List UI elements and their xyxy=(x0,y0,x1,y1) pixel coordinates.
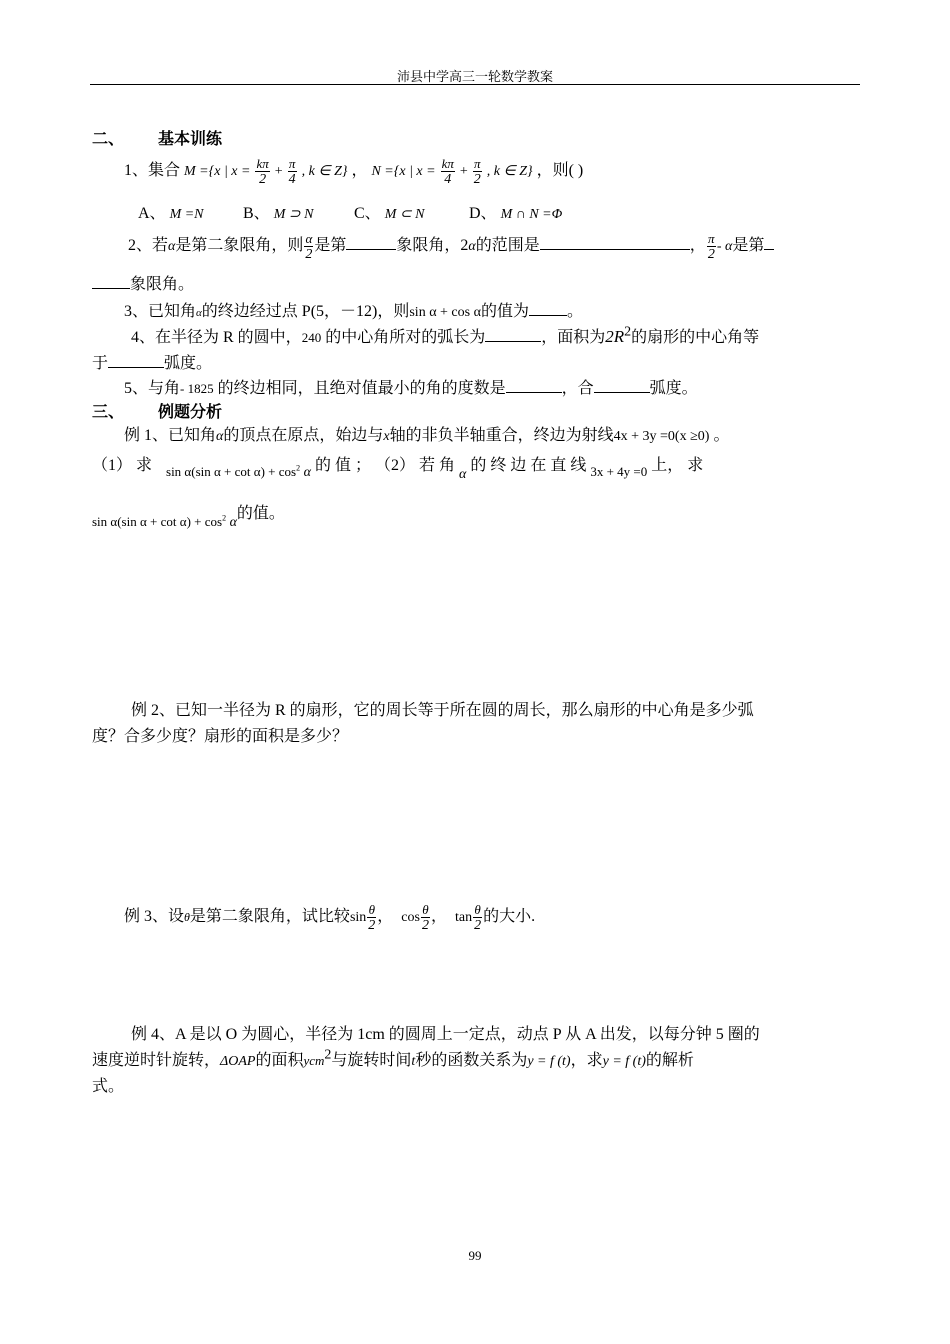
section2-number: 二、 xyxy=(92,129,125,148)
example-3: 例 3、设θ是第二象限角，试比较sin $\frac{\theta}{2}$ ， cos $\frac{\theta}{2}$ ， tan $\frac{\theta}{2}$ 的大小. xyxy=(124,901,536,933)
example-1-line3: $_{sin \alpha(sin \alpha + cot \alpha) + cos^2 \alpha}$的值。 xyxy=(92,505,285,530)
q1-m-tail: , k ∈ Z} xyxy=(301,164,348,179)
ex3-frac-cos: $\frac{\theta}{2}$ xyxy=(421,901,429,933)
section3-title: 例题分析 xyxy=(158,402,223,421)
q1-m-frac1: $\frac{k\pi}{2}$ xyxy=(256,155,269,187)
q1-m-frac2: $\frac{\pi}{4}$ xyxy=(288,155,296,187)
q5-blank-2 xyxy=(594,378,650,393)
example-2-line2: 度？合多少度？扇形的面积是多少？ xyxy=(92,728,349,745)
ex3-frac-sin: $\frac{\theta}{2}$ xyxy=(368,901,376,933)
q1-option-d: D、 M ∩ N =Φ xyxy=(469,205,563,222)
q2-frac-pi-2: $\frac{\pi}{2}$ xyxy=(707,230,715,262)
q4-blank-2 xyxy=(108,353,164,368)
question-2: 2、若α是第二象限角，则 $\frac{\alpha}{2}$ 是第 象限角，2α的范围是 ， $\frac{\pi}{2}$ - α是第 xyxy=(128,228,774,265)
q1-option-b: B、 M ⊃ N xyxy=(243,205,314,222)
question-3: 3、已知角α的终边经过点 P(5，－12)，则sin α + cos α的值为 。 xyxy=(124,303,583,320)
q1-n-def: N ={x | x = xyxy=(371,164,436,179)
section3-number: 三、 xyxy=(92,402,125,421)
question-4-cont: 于 弧度。 xyxy=(92,355,213,372)
example-4-line2: 速度逆时针旋转，ΔOAP的面积ycm$^2$与旋转时间t秒的函数关系为y = f (t)，求y = f (t)的解析 xyxy=(92,1047,694,1069)
q1-option-a: A、 M =N xyxy=(138,205,204,222)
q2-blank-3 xyxy=(92,274,130,289)
q1-option-c: C、 M ⊂ N xyxy=(354,205,425,222)
example-4-line3: 式。 xyxy=(92,1078,125,1095)
ex1-expr-2: sin α(sin α + cot α) + cos2 α xyxy=(92,513,237,530)
question-4: 4、在半径为 R 的圆中，240 的中心角所对的弧长为 ，面积为$2R^2$的扇形的中心角等 xyxy=(131,324,760,346)
q4-blank-1 xyxy=(485,327,541,342)
q5-blank-1 xyxy=(506,378,562,393)
example-2-line1: 例 2、已知一半径为 R 的扇形，它的周长等于所在圆的周长，那么扇形的中心角是多少弧 xyxy=(131,702,754,719)
page-number: 99 xyxy=(468,1248,482,1263)
example-1-line2: （1） 求 $_{sin \alpha(sin \alpha + cot \alpha) + cos^2 \alpha}$ 的 值 ； （2） 若 角 α 的 终 边 在 直 线 $_{3x + 4y =0}$ 上， 求 xyxy=(92,457,704,482)
ex3-frac-tan: $\frac{\theta}{2}$ xyxy=(474,901,482,933)
q3-blank xyxy=(529,301,567,316)
q1-then: ，则( ) xyxy=(536,162,584,179)
q1-m-def: M ={x | x = xyxy=(184,164,251,179)
question-5: 5、与角- 1825 的终边相同，且绝对值最小的角的度数是 ，合 弧度。 xyxy=(124,380,698,397)
q1-n-frac1: $\frac{k\pi}{4}$ xyxy=(441,155,454,187)
q1-n-tail: , k ∈ Z} xyxy=(486,164,533,179)
q1-lead: 1、集合 xyxy=(124,162,181,179)
section2-title: 基本训练 xyxy=(158,129,223,148)
question-1: 1、集合 M ={x | x = $\frac{k\pi}{2}$ + $\frac{\pi}{4}$ , k ∈ Z} ， N ={x | x = $\frac{k\pi}{4}$ + $\frac{\pi}{2}$ , k ∈ Z} ，则( ) xyxy=(124,155,584,187)
q2-frac-alpha-2: $\frac{\alpha}{2}$ xyxy=(305,230,313,262)
question-2-cont: 象限角。 xyxy=(92,271,194,294)
example-4-line1: 例 4、A 是以 O 为圆心，半径为 1cm 的圆周上一定点，动点 P 从 A 出发，以每分钟 5 圈的 xyxy=(131,1026,760,1043)
q2-blank-1 xyxy=(346,235,396,250)
header-rule xyxy=(90,84,860,85)
q1-n-frac2: $\frac{\pi}{2}$ xyxy=(473,155,481,187)
q2-blank-2 xyxy=(540,235,690,250)
ex1-expr-1: sin α(sin α + cot α) + cos2 α xyxy=(166,463,311,480)
example-1-line1: 例 1、已知角α的顶点在原点，始边与x轴的非负半轴重合，终边为射线4x + 3y =0(x ≥0) 。 xyxy=(124,427,730,444)
header-title: 沛县中学高三一轮数学教案 xyxy=(396,69,553,84)
